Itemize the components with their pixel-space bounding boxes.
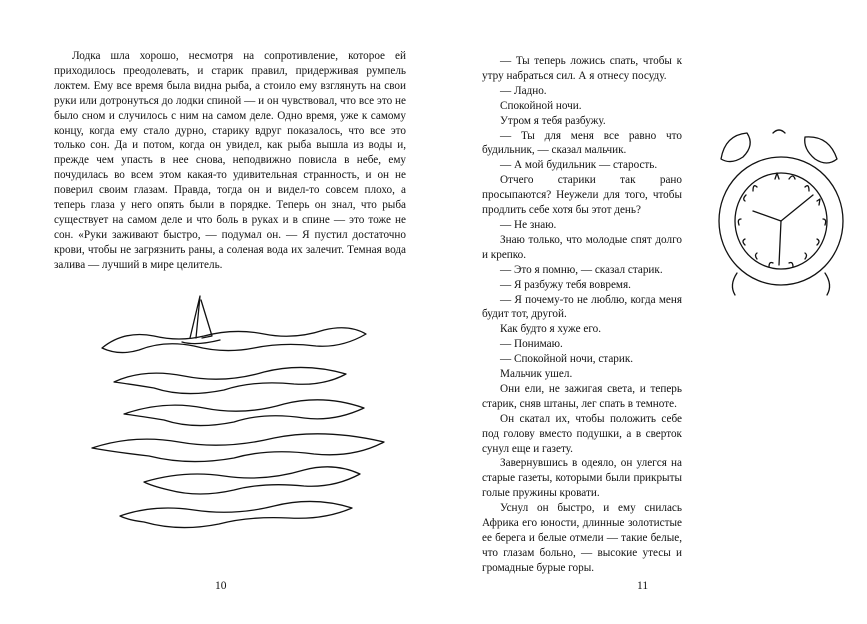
paragraph: — Не знаю. xyxy=(500,218,557,231)
left-page-text xyxy=(54,49,406,273)
sea-horizon xyxy=(102,328,366,353)
paragraph: — Спокойной ночи, старик. xyxy=(500,353,634,366)
paragraph: Знаю только, что молодые спят долго и крепко. xyxy=(482,233,682,261)
clock-bell-left xyxy=(721,133,750,162)
page-number-right: 11 xyxy=(637,580,649,592)
paragraph: Спокойной ночи. xyxy=(500,99,582,112)
paragraph: Мальчик ушел. xyxy=(500,368,573,381)
right-page-text xyxy=(482,54,682,576)
wave-5 xyxy=(120,501,352,527)
paragraph: — Понимаю. xyxy=(500,338,563,351)
clock-leg-left xyxy=(732,273,737,295)
paragraph: — Ты теперь ложись спать, чтобы к утру набраться сил. А я отнесу посуду. xyxy=(482,55,682,82)
paragraph: Утром я тебя разбужу. xyxy=(500,114,606,127)
paragraph: — Я почему-то не люблю, когда меня будит тот, другой. xyxy=(482,293,682,321)
paragraph: Завернувшись в одеяло, он улегся на старые газеты, которыми были прикрыты голые пружины кровати. xyxy=(482,457,682,500)
wave-3 xyxy=(92,434,384,462)
alarm-clock-illustration xyxy=(713,125,851,300)
sailboat-sail-2 xyxy=(201,300,212,338)
wave-4 xyxy=(144,467,360,494)
clock-leg-right xyxy=(825,273,830,295)
clock-second-hand xyxy=(779,221,781,265)
paragraph: Как будто я хуже его. xyxy=(500,323,602,336)
wave-2 xyxy=(124,400,364,426)
paragraph: Отчего старики так рано просыпаются? Неужели для того, чтобы продлить себе хотя бы этот день? xyxy=(482,174,682,217)
paragraph: Они ели, не зажигая света, и теперь старик, сняв штаны, лег спать в темноте. xyxy=(482,382,682,410)
paragraph: — А мой будильник — старость. xyxy=(500,159,658,172)
sailboat-hull xyxy=(182,340,220,344)
clock-bell-stem xyxy=(773,130,785,133)
paragraph: — Ладно. xyxy=(500,84,547,97)
clock-minute-hand xyxy=(781,195,813,221)
sailboat-sail xyxy=(190,296,200,338)
paragraph: — Ты для меня все равно что будильник, — сказал мальчик. xyxy=(482,129,682,157)
clock-bell-right xyxy=(805,137,837,163)
sailboat-sea-illustration xyxy=(84,290,394,535)
paragraph: Уснул он быстро, и ему снилась Африка его юности, длинные золотистые ее берега и белые отмели — такие белые, что глазам больно, — высокие утесы и громадные бурые горы. xyxy=(482,502,682,574)
paragraph: Лодка шла хорошо, несмотря на сопротивление, которое ей приходилось преодолевать, и старик правил, придерживая румпель локтем. Ему все время была видна рыба, а стоило ему взглянуть на свои руки или дотронуться до лодки спиной — и он чувствовал, что все это не было сном и случилось с ним на самом деле. Одно время, уже к самому концу, когда ему стало дурно, старику вдруг показалось, что все это только сон. Да и потом, когда он увидел, как рыба вышла из воды и, прежде чем упасть в нее снова, неподвижно повисла в небе, ему почудилась во всем этом какая-то удивительная странность, и он не поверил своим глазам. Правда, тогда он и видел-то совсем плохо, а теперь глаза у него опять были в порядке. Теперь он знал, что рыба существует на самом деле и что боль в руках и в спине — это тоже не сон. «Руки заживают быстро, — подумал он. — Я пустил достаточно крови, чтобы не загрязнить раны, а соленая вода их залечит. Темная вода залива — лучший в мире целитель. xyxy=(54,50,406,271)
paragraph: — Это я помню, — сказал старик. xyxy=(500,263,663,276)
clock-hour-hand xyxy=(753,211,781,221)
paragraph: — Я разбужу тебя вовремя. xyxy=(500,278,631,291)
paragraph: Он скатал их, чтобы положить себе под голову вместо подушки, а в сверток сунул еще и газету. xyxy=(482,412,682,455)
wave-1 xyxy=(114,367,346,393)
page-number-left: 10 xyxy=(215,580,227,592)
